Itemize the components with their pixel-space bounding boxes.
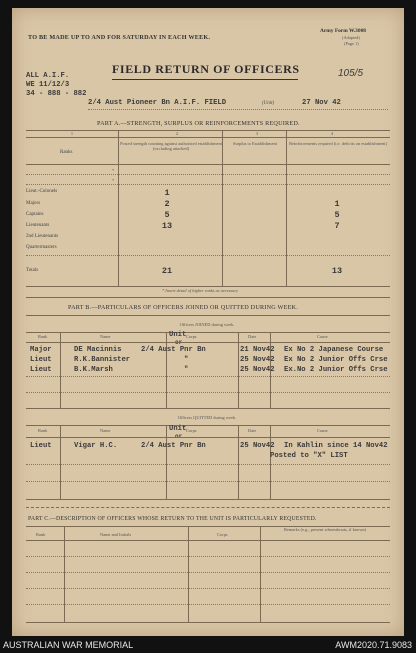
footer-credit: AUSTRALIAN WAR MEMORIAL bbox=[3, 640, 134, 650]
instruction-text: TO BE MADE UP TO AND FOR SATURDAY IN EACH WEEK. bbox=[28, 34, 211, 41]
col-number-4: 4 bbox=[330, 131, 334, 136]
footer-accession: AWM2020.71.9083 bbox=[335, 640, 412, 650]
col-head-reinforcements: Reinforcements required (i.e. deficits on establishment) bbox=[289, 141, 387, 146]
totals-label: Totals bbox=[26, 268, 39, 273]
form-title: FIELD RETURN OF OFFICERS bbox=[112, 62, 300, 76]
form-sheet: TO BE MADE UP TO AND FOR SATURDAY IN EACH WEEK. Army Form W.3008 (Adapted) (Page 1) ALL A.I.F. WE 11/12/3 34 - 888 - 882 FIELD RETURN OF OFFICERS 105/5 2/4 Aust Pioneer Bn A.I.F. FIELD (Unit) 27 Nov 42 PART A.—STRENGTH, SURPLUS OR REINFORCEMENTS REQUIRED. 1 2 3 4 Ranks Posted strength counting against authorized establishment (excluding attached) Surplus to Establishment Reinforcements required (i.e. deficits on establishment) * * Lieut.-Colonels Majors Captains Lieutenants 2nd Lieutenants Quartermasters 1 2 5 13 1 5 7 Totals 21 13 * Insert detail of higher ranks as necessary PART B.—PARTICULARS OF OFFICERS JOINED OR QUITTED DURING WEEK. Officers JOINED during week. Rank Name Unit or Corps Date Cause Major DE Macinnis 2/4 Aust Pnr Bn 21 Nov42 Ex No 2 Japanese Course Lieut R.K.Bannister " 25 Nov42 Ex No 2 Junior Offs Crse Lieut B.K.Marsh " 25 Nov42 Ex.No 2 Junior Offs Crse Officers QUITTED during week. Rank Name Unit or Corps Date Cause Lieut Vigar H.C. 2/4 Aust Pnr Bn 25 Nov42 In Kahlin since 14 Nov42 Posted to "X" LIST PART C.—DESCRIPTION OF OFFICERS WHOSE RETURN TO THE UNIT IS PARTICULARLY REQUESTED. Rank Name and Initials Corps Remarks (e.g., present whereabouts, if known) bbox=[12, 8, 404, 636]
joined-col-name: Name bbox=[100, 334, 111, 339]
quitted-title: Officers QUITTED during week. bbox=[177, 415, 237, 420]
joined-cause: Ex No 2 Japanese Course bbox=[284, 346, 384, 354]
joined-rank: Lieut bbox=[30, 356, 52, 364]
part-c-col-rank: Rank bbox=[36, 532, 46, 537]
joined-unit-overtype: Unit bbox=[169, 331, 187, 339]
reinf-lieutenants: 7 bbox=[334, 221, 340, 231]
rank-2nd-lieutenants: 2nd Lieutenants bbox=[26, 234, 59, 239]
joined-corps: " bbox=[184, 356, 189, 364]
joined-corps: 2/4 Aust Pnr Bn bbox=[141, 346, 206, 354]
total-posted: 21 bbox=[161, 266, 173, 276]
joined-name: B.K.Marsh bbox=[74, 366, 113, 374]
quitted-date: 25 Nov42 bbox=[240, 442, 275, 450]
ref-line-2: WE 11/12/3 bbox=[26, 81, 70, 89]
quitted-col-rank: Rank bbox=[38, 428, 48, 433]
joined-rank: Major bbox=[30, 346, 52, 354]
posted-lieut-colonels: 1 bbox=[164, 188, 170, 198]
form-number: Army Form W.3008 bbox=[320, 28, 366, 34]
form-page: (Page 1) bbox=[344, 41, 359, 46]
joined-date: 25 Nov42 bbox=[240, 366, 275, 374]
quitted-cause-line-2: Posted to "X" LIST bbox=[270, 452, 348, 460]
col-number-3: 3 bbox=[255, 131, 259, 136]
handwritten-reference: 105/5 bbox=[338, 68, 364, 79]
quitted-unit-overtype: Unit bbox=[169, 425, 187, 433]
quitted-col-name: Name bbox=[100, 428, 111, 433]
rank-lieut-colonels: Lieut.-Colonels bbox=[26, 189, 58, 194]
joined-col-date: Date bbox=[248, 334, 257, 339]
joined-date: 21 Nov42 bbox=[240, 346, 275, 354]
ref-line-3: 34 - 888 - 882 bbox=[26, 90, 87, 98]
quitted-cause: In Kahlin since 14 Nov42 bbox=[284, 442, 388, 450]
rank-majors: Majors bbox=[26, 201, 41, 206]
part-a-heading: PART A.—STRENGTH, SURPLUS OR REINFORCEMENTS REQUIRED. bbox=[97, 120, 300, 127]
joined-or-overtype: or bbox=[175, 339, 183, 346]
joined-col-cause: Cause bbox=[317, 334, 328, 339]
rank-quartermasters: Quartermasters bbox=[26, 245, 57, 250]
joined-cause: Ex No 2 Junior Offs Crse bbox=[284, 356, 388, 364]
quitted-or-overtype: or bbox=[175, 433, 183, 440]
joined-rank: Lieut bbox=[30, 366, 52, 374]
higher-ranks-note: * Insert detail of higher ranks as necessary bbox=[162, 288, 238, 293]
part-c-col-corps: Corps bbox=[217, 532, 228, 537]
joined-date: 25 Nov42 bbox=[240, 356, 275, 364]
part-c-col-name: Name and Initials bbox=[100, 532, 132, 537]
joined-name: DE Macinnis bbox=[74, 346, 122, 354]
joined-cause: Ex.No 2 Junior Offs Crse bbox=[284, 366, 388, 374]
joined-col-corps: Corps bbox=[186, 334, 197, 339]
rank-lieutenants: Lieutenants bbox=[26, 223, 50, 228]
quitted-col-date: Date bbox=[248, 428, 257, 433]
quitted-rank: Lieut bbox=[30, 442, 52, 450]
col-head-posted: Posted strength counting against authorized establishment (excluding attached) bbox=[120, 141, 222, 152]
ref-line-1: ALL A.I.F. bbox=[26, 72, 70, 80]
part-c-col-remarks: Remarks (e.g., present whereabouts, if known) bbox=[283, 527, 367, 532]
quitted-col-cause: Cause bbox=[317, 428, 328, 433]
joined-col-rank: Rank bbox=[38, 334, 48, 339]
posted-majors: 2 bbox=[164, 199, 170, 209]
unit-typed: 2/4 Aust Pioneer Bn A.I.F. FIELD bbox=[88, 99, 227, 107]
joined-corps: " bbox=[184, 366, 189, 374]
col-number-1: 1 bbox=[70, 131, 74, 136]
quitted-col-corps: Corps bbox=[186, 428, 197, 433]
date-typed: 27 Nov 42 bbox=[302, 99, 341, 107]
joined-title: Officers JOINED during week. bbox=[179, 322, 235, 327]
form-adapted: (Adapted) bbox=[342, 35, 360, 40]
unit-label: (Unit) bbox=[262, 101, 275, 106]
posted-captains: 5 bbox=[164, 210, 170, 220]
quitted-corps: 2/4 Aust Pnr Bn bbox=[141, 442, 206, 450]
joined-name: R.K.Bannister bbox=[74, 356, 131, 364]
reinf-captains: 5 bbox=[334, 210, 340, 220]
col-head-ranks: Ranks bbox=[60, 150, 73, 155]
part-c-heading: PART C.—DESCRIPTION OF OFFICERS WHOSE RETURN TO THE UNIT IS PARTICULARLY REQUESTED. bbox=[28, 516, 317, 522]
total-reinforcements: 13 bbox=[331, 266, 343, 276]
part-b-heading: PART B.—PARTICULARS OF OFFICERS JOINED OR QUITTED DURING WEEK. bbox=[68, 304, 298, 311]
reinf-majors: 1 bbox=[334, 199, 340, 209]
col-number-2: 2 bbox=[175, 131, 179, 136]
col-head-surplus: Surplus to Establishment bbox=[233, 141, 277, 146]
quitted-name: Vigar H.C. bbox=[74, 442, 118, 450]
posted-lieutenants: 13 bbox=[161, 221, 173, 231]
rank-captains: Captains bbox=[26, 212, 44, 217]
